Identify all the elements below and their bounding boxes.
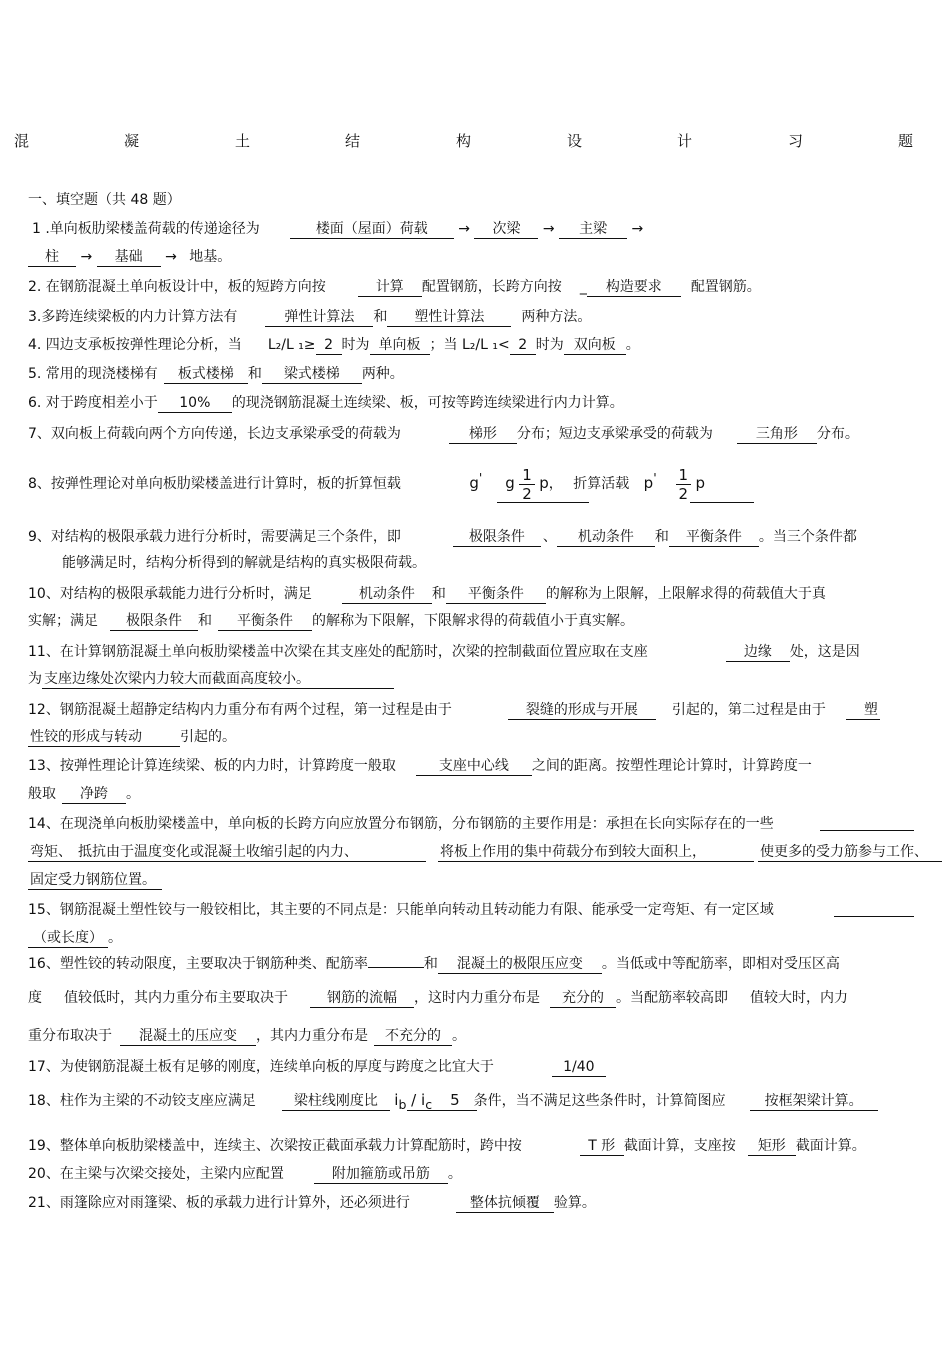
underline-rule: [690, 502, 754, 503]
question-4: 4. 四边支承板按弹性理论分析，当 L₂/L ₁≥ 2 时为 单向板 ；当 L₂/L ₁< 2 时为 双向板 。: [28, 337, 640, 353]
answer-blank: 净跨: [62, 785, 126, 804]
title-char: 结: [345, 132, 361, 150]
answer-blank: 抵抗由于温度变化或混凝土收缩引起的内力、: [76, 843, 426, 862]
symbol-g-prime: g': [469, 470, 483, 492]
underline-rule: [497, 502, 589, 503]
question-5: 5. 常用的现浇楼梯有 板式楼梯 和 梁式楼梯 两种。: [28, 366, 404, 382]
answer-blank: 10%: [158, 394, 232, 413]
title-char: 凝: [124, 132, 140, 150]
question-12-cont: 性铰的形成与转动 引起的。: [30, 729, 236, 745]
question-10: 10、对结构的极限承载能力进行分析时，满足 机动条件 和 平衡条件 的解称为上限解，上限解求得的荷载值大于真: [28, 586, 826, 602]
answer-blank: 次梁: [474, 220, 538, 239]
question-21: 21、雨篷除应对雨篷梁、板的承载力进行计算外，还必须进行 整体抗倾覆 验算。: [28, 1195, 596, 1211]
question-12: 12、钢筋混凝土超静定结构内力重分布有两个过程，第一过程是由于 裂缝的形成与开展 引起的，第二过程是由于 塑: [28, 702, 878, 718]
answer-blank: （或长度）: [28, 929, 108, 948]
question-17: 17、为使钢筋混凝土板有足够的刚度，连续单向板的厚度与跨度之比宜大于 1/40: [28, 1057, 606, 1077]
question-14: 14、在现浇单向板肋梁楼盖中，单向板的长跨方向应放置分布钢筋，分布钢筋的主要作用是：承担在长向实际存在的一些: [28, 816, 774, 832]
question-1: 1 .单向板肋梁楼盖荷载的传递途径为 楼面（屋面）荷载 → 次梁 → 主梁 →: [32, 221, 644, 237]
answer-blank: 计算: [358, 278, 422, 297]
title-char: 题: [898, 132, 914, 150]
answer-blank: 性铰的形成与转动: [28, 728, 180, 747]
question-3: 3.多跨连续梁板的内力计算方法有 弹性计算法 和 塑性计算法 两种方法。: [28, 309, 592, 325]
answer-blank: 梯形: [449, 425, 517, 444]
answer-blank: 主梁: [559, 220, 627, 239]
question-13-cont: 般取 净跨 。: [28, 786, 140, 802]
answer-blank: [368, 967, 424, 968]
answer-blank: 固定受力钢筋位置。: [28, 871, 162, 890]
question-6: 6. 对于跨度相差小于 10% 的现浇钢筋混凝土连续梁、板，可按等跨连续梁进行内力计算。: [28, 395, 624, 411]
question-7: 7、双向板上荷载向两个方向传递，长边支承梁承受的荷载为 梯形 分布；短边支承梁承受的荷载为 三角形 分布。: [28, 426, 859, 442]
title-char: 土: [235, 132, 251, 150]
question-19: 19、整体单向板肋梁楼盖中，连续主、次梁按正截面承载力计算配筋时，跨中按 T 形 截面计算，支座按 矩形 截面计算。: [28, 1138, 866, 1154]
title-char: 计: [677, 132, 693, 150]
answer-blank: 单向板: [370, 336, 430, 355]
answer-blank: 矩形: [748, 1137, 796, 1156]
answer-blank: 基础: [97, 248, 161, 267]
section-heading: 一、填空题（共 48 题）: [28, 192, 181, 208]
question-2: 2. 在钢筋混凝土单向板设计中，板的短跨方向按 计算 配置钢筋，长跨方向按 _ 构造要求 配置钢筋。: [28, 279, 761, 295]
answer-blank: 平衡条件: [669, 528, 759, 547]
question-9-cont: 能够满足时，结构分析得到的解就是结构的真实极限荷载。: [62, 555, 426, 571]
question-20: 20、在主梁与次梁交接处，主梁内应配置 附加箍筋或吊筋 。: [28, 1166, 462, 1182]
answer-blank: 梁式楼梯: [262, 365, 362, 384]
symbol-p-prime: p': [643, 470, 657, 492]
answer-blank: 边缘: [726, 643, 790, 662]
question-18: 18、柱作为主梁的不动铰支座应满足 梁柱线刚度比 $i_b / i_c$ 5 条件，当不满足这些条件时，计算简图应 按框架梁计算。: [28, 1090, 878, 1115]
title-char: 构: [456, 132, 472, 150]
question-9: 9、对结构的极限承载力进行分析时，需要满足三个条件，即 极限条件 、 机动条件 和 平衡条件 。当三个条件都: [28, 529, 857, 545]
answer-blank: 极限条件: [110, 612, 198, 631]
answer-blank: 平衡条件: [218, 612, 312, 631]
answer-blank: 钢筋的流幅: [310, 989, 414, 1008]
answer-blank: 机动条件: [557, 528, 655, 547]
underline-rule: [407, 1110, 477, 1111]
answer-blank: 附加箍筋或吊筋: [314, 1165, 448, 1184]
answer-blank: 混凝土的压应变: [120, 1027, 256, 1046]
answer-blank: 裂缝的形成与开展: [508, 701, 656, 720]
answer-blank: 楼面（屋面）荷载: [290, 220, 454, 239]
question-16: 16、塑性铰的转动限度，主要取决于钢筋种类、配筋率 和 混凝土的极限压应变 。当低或中等配筋率，即相对受压区高: [28, 956, 840, 972]
answer-blank: 充分的: [550, 989, 616, 1008]
underline-rule: [820, 830, 914, 831]
fraction-one-half: $\frac{1}{2}$: [676, 466, 692, 503]
answer-blank: 板式楼梯: [164, 365, 248, 384]
answer-blank: 柱: [28, 248, 76, 267]
question-10-cont: 实解；满足 极限条件 和 平衡条件 的解称为下限解，下限解求得的荷载值小于真实解。: [28, 613, 634, 629]
answer-blank: 双向板: [564, 336, 626, 355]
answer-blank: 支座边缘处次梁内力较大而截面高度较小。: [42, 670, 394, 689]
question-16-cont: 重分布取决于 混凝土的压应变 ，其内力重分布是 不充分的 。: [28, 1028, 466, 1044]
answer-blank: 构造要求: [587, 278, 681, 297]
underline-rule: [834, 916, 914, 917]
title-char: 混: [14, 132, 30, 150]
question-11-cont: 为 支座边缘处次梁内力较大而截面高度较小。: [28, 669, 394, 689]
question-13: 13、按弹性理论计算连续梁、板的内力时，计算跨度一般取 支座中心线 之间的距离。按塑性理论计算时，计算跨度一: [28, 758, 812, 774]
answer-blank: 弹性计算法: [265, 308, 373, 327]
title-char: 习: [788, 132, 804, 150]
answer-blank: 塑: [846, 701, 880, 720]
answer-blank: 极限条件: [453, 528, 541, 547]
question-15: 15、钢筋混凝土塑性铰与一般铰相比，其主要的不同点是：只能单向转动且转动能力有限、能承受一定弯矩、有一定区域: [28, 902, 774, 918]
question-1-cont: 柱 → 基础 → 地基。: [28, 247, 231, 267]
question-15-cont: （或长度） 。: [28, 928, 122, 948]
stiffness-ratio-expression: $i_b / i_c$: [394, 1091, 433, 1112]
question-14-cont: [28, 842, 942, 862]
answer-blank: 2: [316, 336, 342, 355]
answer-blank: 塑性计算法: [387, 308, 511, 327]
answer-blank: 梁柱线刚度比: [282, 1092, 390, 1111]
answer-blank: 三角形: [737, 425, 817, 444]
answer-blank: 弯矩、: [28, 843, 76, 862]
answer-blank: 使更多的受力筋参与工作、: [758, 843, 942, 862]
answer-blank: 按框架梁计算。: [750, 1092, 878, 1111]
answer-blank: 将板上作用的集中荷载分布到较大面积上，: [438, 843, 754, 862]
answer-blank: 支座中心线: [416, 757, 532, 776]
document-title: [0, 130, 950, 154]
question-11: 11、在计算钢筋混凝土单向板肋梁楼盖中次梁在其支座处的配筋时，次梁的控制截面位置应取在支座 边缘 处，这是因: [28, 644, 860, 660]
question-8: 8、按弹性理论对单向板肋梁楼盖进行计算时，板的折算恒载 g' g $\frac{1}{2}$ p， 折算活载 p' $\frac{1}{2}$ p: [28, 465, 706, 503]
answer-blank: 平衡条件: [446, 585, 546, 604]
answer-blank: T 形: [580, 1137, 624, 1156]
question-16-cont: 度 值较低时，其内力重分布主要取决于 钢筋的流幅 ，这时内力重分布是 充分的 。当配筋率较高即 值较大时，内力: [28, 990, 848, 1006]
answer-blank: 整体抗倾覆: [456, 1194, 554, 1213]
answer-blank: 2: [510, 336, 536, 355]
answer-blank: 机动条件: [342, 585, 432, 604]
answer-blank: 混凝土的极限压应变: [438, 955, 602, 974]
answer-blank: 不充分的: [374, 1027, 452, 1046]
question-14-cont: [28, 870, 162, 890]
title-char: 设: [567, 132, 583, 150]
fraction-one-half: $\frac{1}{2}$: [519, 466, 535, 503]
answer-blank: 1/40: [552, 1058, 606, 1077]
